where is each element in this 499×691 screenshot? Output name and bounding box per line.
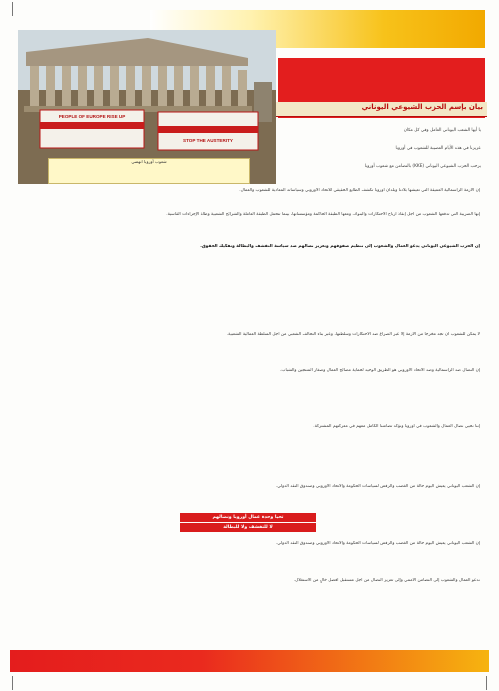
paragraph: إن الأزمة الرأسمالية العميقة التي تعيشها بلادنا وبلدان أوروبا تكشف الطابع الحقيقي للاتحاد الأوروبي وسياساته المعادية للشعوب والعمال. [239, 188, 480, 193]
intro-line: عزيزنا في هذه الأيام العصيبة للشعوب في أوروبا [395, 146, 481, 151]
page-title: بيان بإسم الحزب الشيوعي اليوناني [361, 103, 483, 111]
paragraph: إننا نحيي نضال العمال والشعوب في أوروبا ونؤكد تضامننا الكامل معهم في معركتهم المشتركة. [313, 424, 480, 429]
crop-mark [486, 676, 487, 690]
photo-caption [48, 158, 250, 184]
paragraph: إن الشعب اليوناني يعيش اليوم حالة من الغضب والرفض لسياسات الحكومة والاتحاد الأوروبي وصندوق النقد الدولي. [275, 541, 480, 546]
intro-line: يا أيها الشعب اليوناني العامل وفي كل مكان [403, 128, 481, 133]
red-heading-box: تحيا وحدة عمال أوروبا ونضالهم [180, 513, 316, 522]
paragraph: إن الشعب اليوناني يعيش اليوم حالة من الغضب والرفض لسياسات الحكومة والاتحاد الأوروبي وصندوق النقد الدولي. [275, 484, 480, 489]
photo-caption-line: شعوب أوروبا انهضي [131, 159, 167, 164]
paragraph: ندعو العمال والشعوب إلى التضامن الأممي وإلى تعزيز النضال من أجل مستقبل أفضل خالٍ من الاستغلال. [293, 578, 480, 583]
photo-banner-left: PEOPLE OF EUROPE RISE UP [58, 114, 126, 119]
paragraph: لا يمكن للشعوب أن تجد مخرجاً من الأزمة إلا عبر الصراع ضد الاحتكارات وسلطتها، وعبر بناء التحالف الشعبي من أجل السلطة العمالية الشعبية. [226, 332, 480, 337]
bottom-color-bar [10, 650, 489, 672]
crop-mark [12, 676, 13, 690]
paragraph: إنها الضريبة التي تدفعها الشعوب من أجل إنقاذ أرباح الاحتكارات والبنوك، ومعها الطبقة الحاكمة ومؤسساتها، بينما تتحمل الطبقة العاملة والشرائح الشعبية وطأة الإجراءات القاسية. [166, 212, 480, 217]
red-heading-box: لا للتقشف ولا للبطالة [180, 523, 316, 532]
paragraph: إن النضال ضد الرأسمالية وضد الاتحاد الأوروبي هو الطريق الوحيد لحماية مصالح العمال وصغار المنتجين والشباب. [280, 368, 480, 373]
paragraph-bold: إن الحزب الشيوعي اليوناني يدعو العمال والشعوب إلى تنظيم صفوفهم وتعزيز نضالهم ضد سياسة التقشف والبطالة وتفكيك الحقوق. [200, 244, 480, 249]
crop-mark [12, 2, 13, 16]
photo-banner-right: STOP THE AUSTERITY [183, 138, 233, 143]
intro-line: يرحب الحزب الشيوعي اليوناني (KKE) بالتضامن مع شعوب أوروبا [364, 164, 481, 169]
